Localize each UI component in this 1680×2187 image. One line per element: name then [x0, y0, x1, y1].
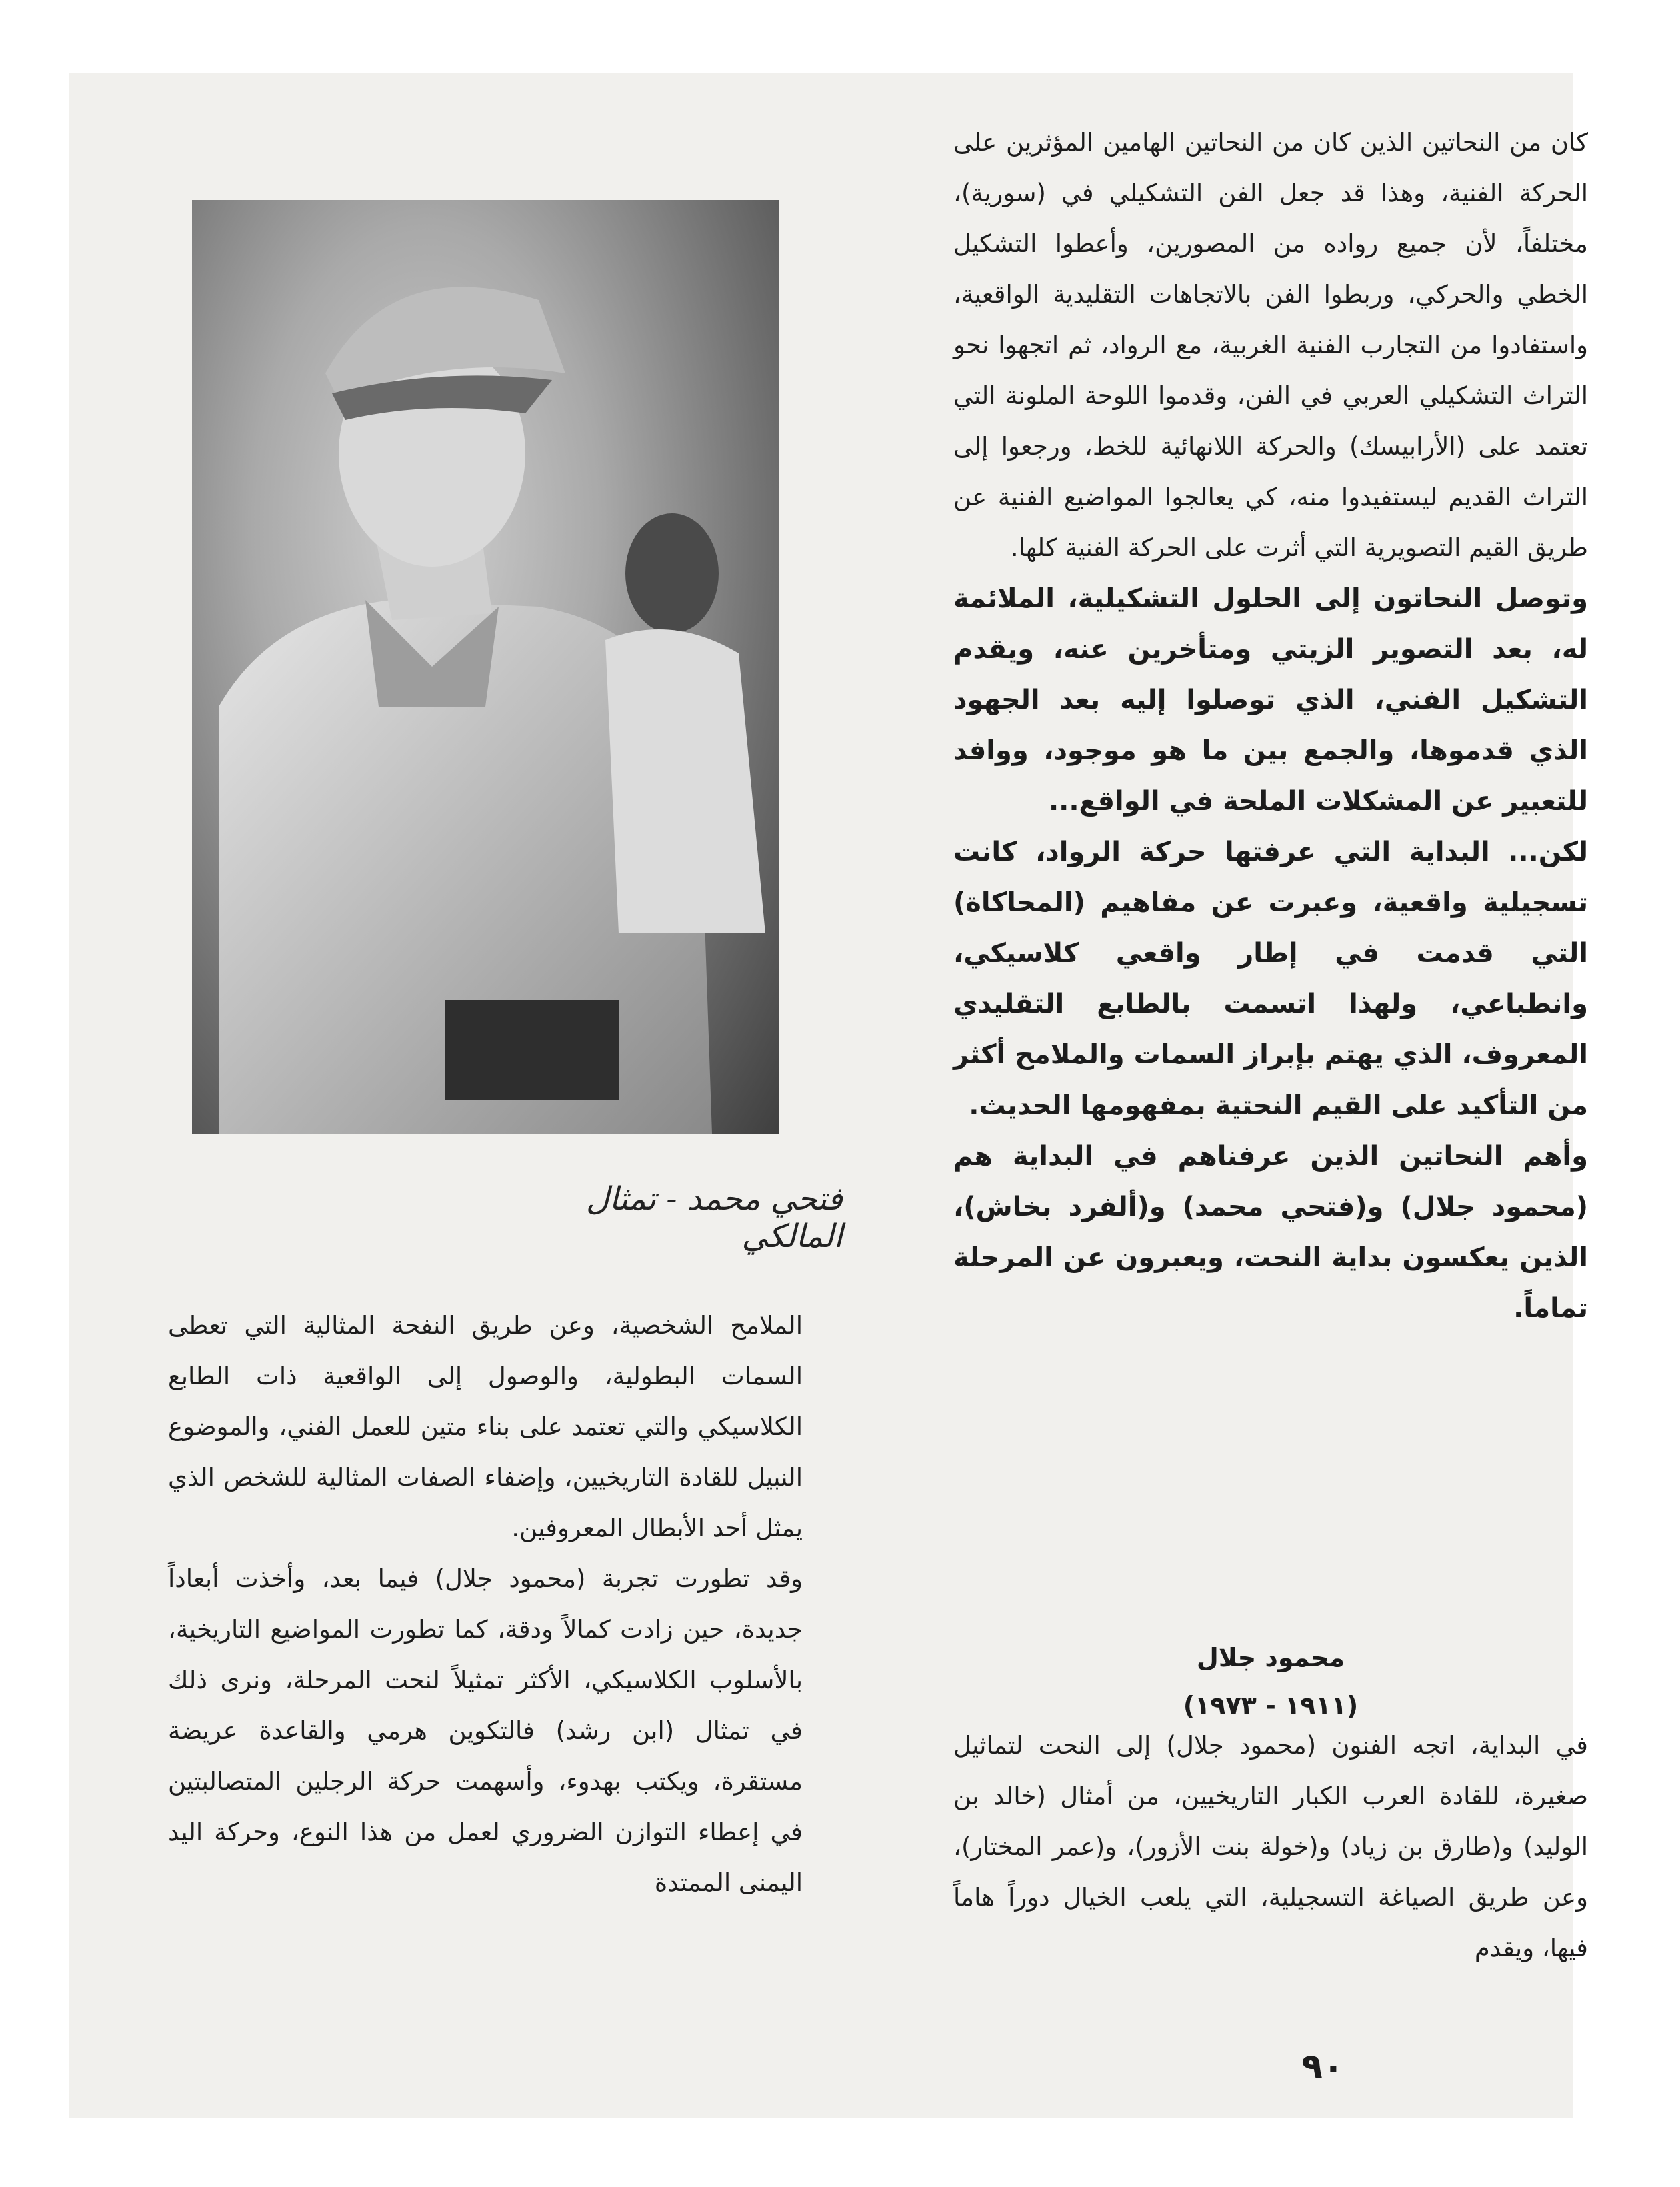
paragraph-2: وتوصل النحاتون إلى الحلول التشكيلية، الملائمة له، بعد التصوير الزيتي ومتأخرين عنه، ويقدم التشكيل الفني، الذي توصلوا إليه بعد الجهود الذي قدموها، والجمع بين ما هو موجود، ووافد للتعبير عن المشكلات الملحة في الواقع...	[953, 583, 1588, 817]
photo-caption: فتحي محمد - تمثال المالكي	[585, 1180, 843, 1255]
page-number: ٩٠	[1301, 2047, 1344, 2087]
sculpture-illustration	[192, 200, 779, 1134]
left-paragraph-2: وقد تطورت تجربة (محمود جلال) فيما بعد، وأخذت أبعاداً جديدة، حين زادت كمالاً ودقة، كما تطورت المواضيع التاريخية، بالأسلوب الكلاسيكي، الأكثر تمثيلاً لنحت المرحلة، ونرى ذلك في تمثال (ابن رشد) فالتكوين هرمي والقاعدة عريضة مستقرة، ويكتب بهدوء، وأسهمت حركة الرجلين المتصالبتين في إعطاء التوازن الضروري لعمل من هذا النوع، وحركة اليد اليمنى الممتدة	[168, 1564, 803, 1897]
section-heading-name: محمود جلال	[1196, 1643, 1345, 1672]
paragraph-1: كان من النحاتين الذين كان من النحاتين الهامين المؤثرين على الحركة الفنية، وهذا قد جعل الفن التشكيلي في (سورية)، مختلفاً، لأن جميع رواده من المصورين، وأعطوا التشكيل الخطي والحركي، وربطوا الفن بالاتجاهات التقليدية الواقعية، واستفادوا من التجارب الفنية الغربية، مع الرواد، ثم اتجهوا نحو التراث التشكيلي العربي في الفن، وقدموا اللوحة الملونة التي تعتمد على (الأرابيسك) والحركة اللانهائية للخط، ورجعوا إلى التراث القديم ليستفيدوا منه، كي يعالجوا المواضيع الفنية عن طريق القيم التصويرية التي أثرت على الحركة الفنية كلها.	[953, 128, 1588, 562]
sculpture-photo	[192, 200, 779, 1134]
section-body: في البداية، اتجه الفنون (محمود جلال) إلى النحت لتماثيل صغيرة، للقادة العرب الكبار التاريخيين، من أمثال (خالد بن الوليد) و(طارق بن زياد) و(خولة بنت الأزور)، و(عمر المختار)، وعن طريق الصياغة التسجيلية، التي يلعب الخيال دوراً هاماً فيها، ويقدم	[953, 1731, 1588, 1962]
left-paragraph-1: الملامح الشخصية، وعن طريق النفحة المثالية التي تعطى السمات البطولية، والوصول إلى الواقعية ذات الطابع الكلاسيكي والتي تعتمد على بناء متين للعمل الفني، والموضوع النبيل للقادة التاريخيين، وإضفاء الصفات المثالية للشخص الذي يمثل أحد الأبطال المعروفين.	[168, 1311, 803, 1542]
right-text-column	[953, 117, 1588, 1334]
paragraph-4: وأهم النحاتين الذين عرفناهم في البداية هم (محمود جلال) و(فتحي محمد) و(ألفرد بخاش)، الذين يعكسون بداية النحت، ويعبرون عن المرحلة تماماً.	[953, 1141, 1588, 1324]
paragraph-3: لكن... البداية التي عرفتها حركة الرواد، كانت تسجيلية واقعية، وعبرت عن مفاهيم (المحاكاة) التي قدمت في إطار واقعي كلاسيكي، وانطباعي، ولهذا اتسمت بالطابع التقليدي المعروف، الذي يهتم بإبراز السمات والملامح أكثر من التأكيد على القيم النحتية بمفهومها الحديث.	[953, 837, 1588, 1121]
left-text-column	[168, 1300, 803, 1908]
section-heading	[953, 1634, 1588, 1730]
scanned-page	[69, 73, 1588, 2118]
section-heading-years: (١٩١١ - ١٩٧٣)	[1183, 1691, 1359, 1720]
